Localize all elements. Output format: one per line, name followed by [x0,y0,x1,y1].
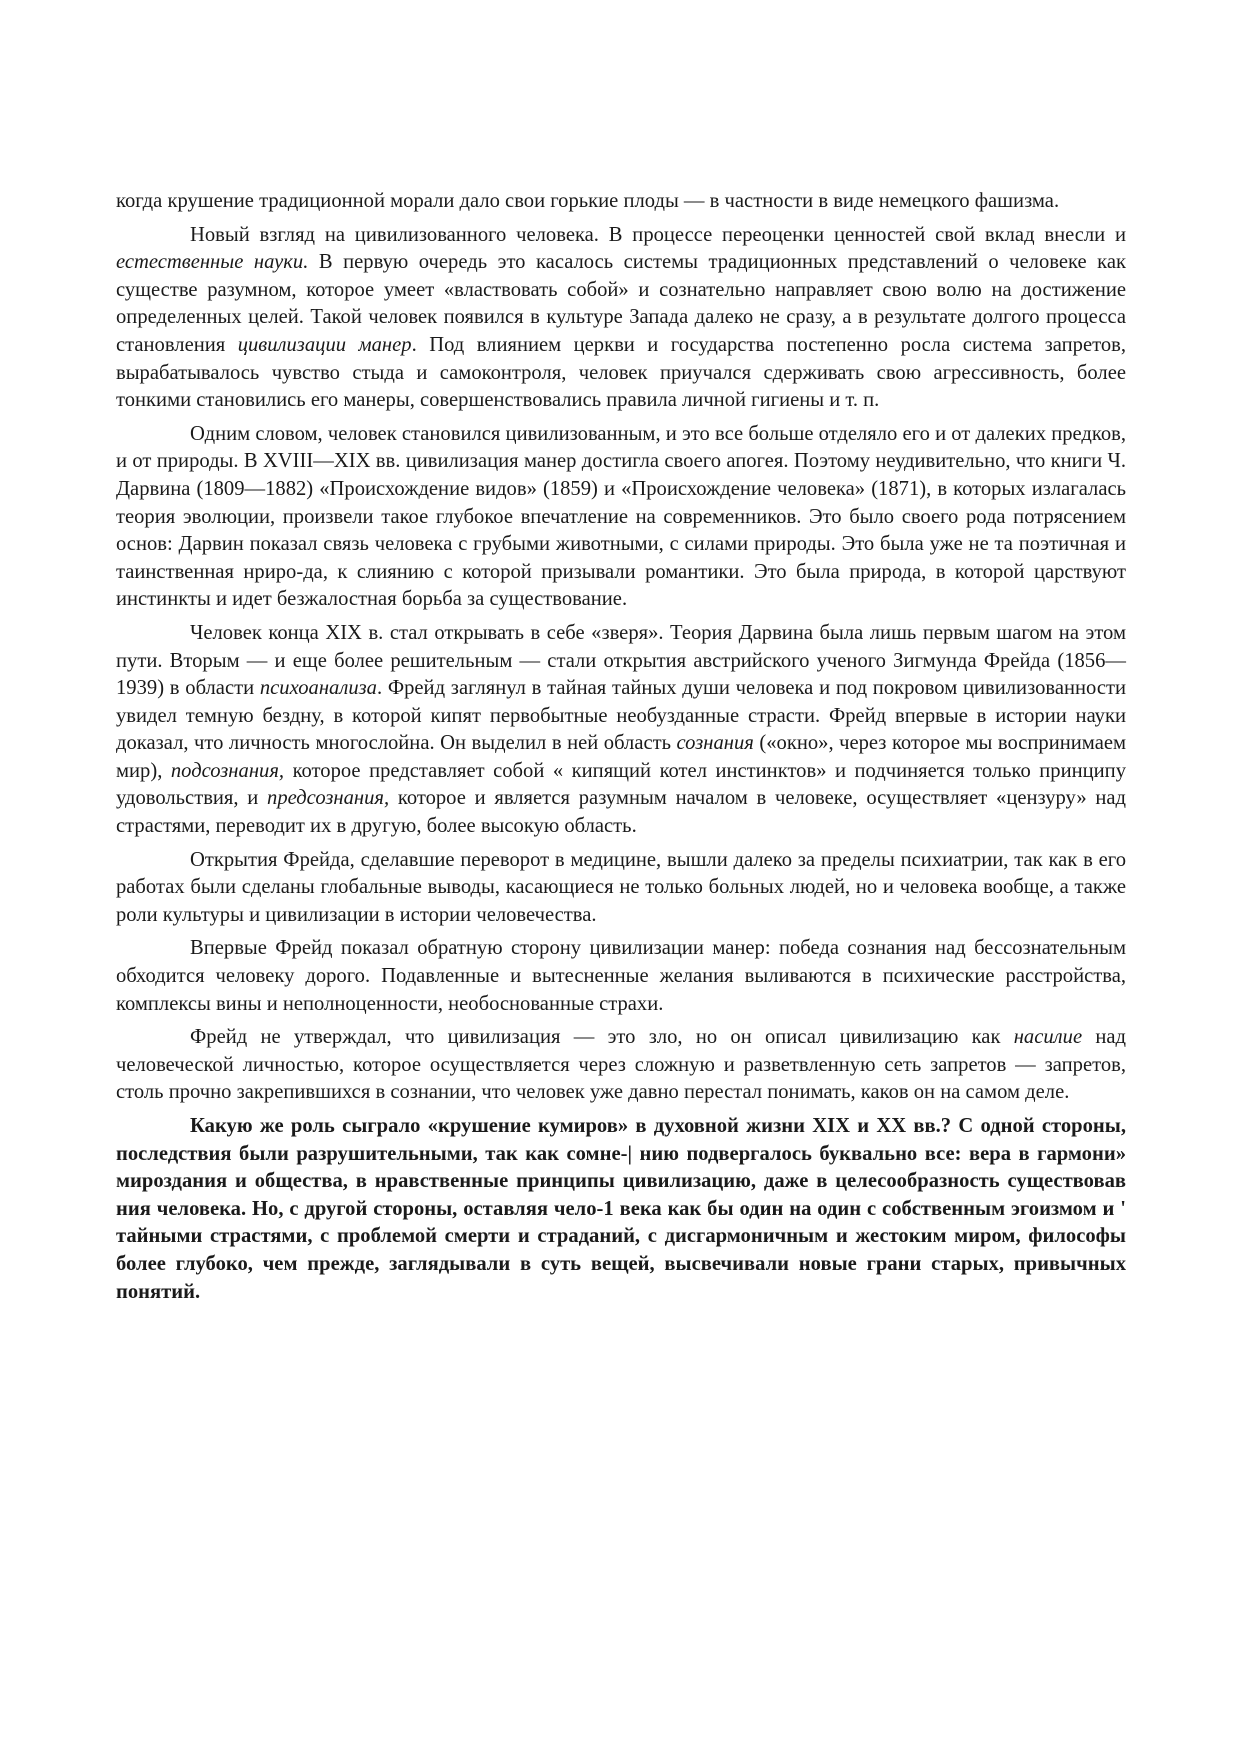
document-page [116,188,1126,1312]
italic-term: цивилизации манер [237,333,412,356]
italic-term: психоанализа [259,677,377,700]
italic-term: сознания [676,732,754,755]
paragraph-text: В первую очередь это касалось системы традиционных представлений о человеке как существе разумном, которое умеет «властвовать собой» и сознательно направляет свою волю на достижение определенных целей. Такой человек появился в культуре Запада далеко не сразу, а в результате долгого процесса становления [116,251,1126,356]
italic-term: подсознания, [170,759,285,782]
paragraph-text: когда крушение традиционной морали дало свои горькие плоды — в частности в виде немецкого фашизма. [116,190,1060,212]
paragraph-8-bold-summary [116,1113,1126,1306]
paragraph-text: которое представляет собой « кипящий котел инстинктов» и подчиняется только принципу удовольствия, и [116,759,1127,810]
paragraph-text: над человеческой личностью, которое осуществляется через сложную и разветвленную сеть запретов — запретов, столь прочно закрепившихся в сознании, что человек уже давно перестал понимать, каков он на самом деле. [116,1026,1126,1104]
paragraph-4 [116,620,1126,841]
italic-term: естественные науки. [116,251,309,274]
paragraph-text: которое и является разумным началом в человеке, осуществляет «цензуру» над страстями, переводит их в другую, более высокую область. [116,787,1127,838]
paragraph-text: Какую же роль сыграло «крушение кумиров» в духовной жизни XIX и XX вв.? С одной стороны, последствия были разрушительными, так как сомне-| нию подвергалось буквально все: вера в гармони» мироздания и общества, в нравственные принципы цивилизацию, даже в целесообразность существовав ния человека. Но, с другой стороны, оставляя чело-1 века как бы один на один с собственным эгоизмом и ' тайными страстями, с проблемой смерти и страданий, с дисгармоничным и жестоким миром, философы более глубоко, чем прежде, заглядывали в суть вещей, высвечивали новые грани старых, привычных понятий. [116,1115,1126,1303]
paragraph-7 [116,1024,1126,1107]
paragraph-text: Фрейд не утверждал, что цивилизация — это зло, но он описал цивилизацию как [190,1026,1014,1049]
paragraph-1 [116,188,1126,216]
paragraph-text: Открытия Фрейда, сделавшие переворот в медицине, вышли далеко за пределы психиатрии, так как в его работах были сделаны глобальные выводы, касающиеся не только больных людей, но и человека вообще, а также роли культуры и цивилизации в истории человечества. [116,848,1126,926]
paragraph-3 [116,421,1126,614]
paragraph-text: . Фрейд заглянул в тайная тайных души человека и под покровом цивилизованности увидел темную бездну, в которой кипят первобытные необузданные страсти. Фрейд впервые в истории науки доказал, что личность многослойна. Он выделил в ней область [116,677,1126,755]
paragraph-text: Человек конца XIX в. стал открывать в себе «зверя». Теория Дарвина была лишь первым шагом на этом пути. Вторым — и еще более решительным — стали открытия австрийского ученого Зигмунда Фрейда (1856—1939) в области [116,621,1126,700]
paragraph-text: Одним словом, человек становился цивилизованным, и это все больше отделяло его и от далеких предков, и от природы. В XVIII—XIX вв. цивилизация манер достигла своего апогея. Поэтому неудивительно, что книги Ч. Дарвина (1809—1882) «Происхождение видов» (1859) и «Происхождение человека» (1871), в которых излагалась теория эволюции, произвели такое глубокое впечатление на современников. Это было своего рода потрясением основ: Дарвин показал связь человека с грубыми животными, с силами природы. Это была уже не та поэтичная и таинственная нриро-да, к слиянию с которой призывали романтики. Это была природа, в которой царствуют инстинкты и идет безжалостная борьба за существование. [116,422,1126,611]
italic-term: насилие [1013,1026,1083,1049]
paragraph-5 [116,847,1126,930]
italic-term: предсознания, [267,787,390,810]
paragraph-text: («окно», через которое мы воспринимаем мир), [116,732,1127,782]
paragraph-text: Впервые Фрейд показал обратную сторону цивилизации манер: победа сознания над бессознательным обходится человеку дорого. Подавленные и вытесненные желания выливаются в психические расстройства, комплексы вины и неполноценности, необоснованные страхи. [116,937,1126,1015]
paragraph-2 [116,222,1126,415]
paragraph-text: . Под влиянием церкви и государства постепенно росла система запретов, вырабатывалось чувство стыда и самоконтроля, человек приучался сдерживать свою агрессивность, более тонкими становились его манеры, совершенствовались правила личной гигиены и т. п. [116,333,1126,412]
paragraph-text: Новый взгляд на цивилизованного человека. В процессе переоценки ценностей свой вклад внесли и [190,223,1126,246]
paragraph-6 [116,935,1126,1018]
